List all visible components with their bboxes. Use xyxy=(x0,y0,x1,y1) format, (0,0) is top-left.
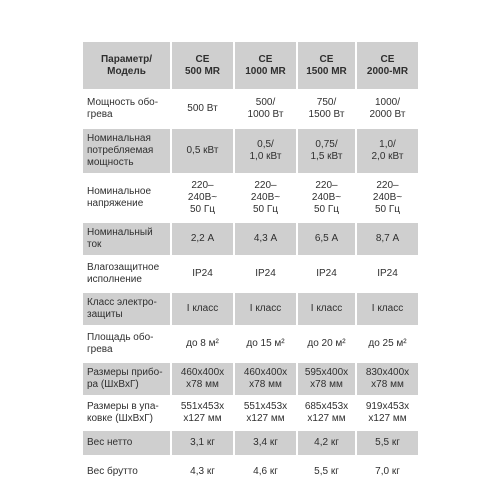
table-cell: I класс xyxy=(171,292,234,326)
table-cell: 3,1 кг xyxy=(171,430,234,456)
table-cell: 685х453х х127 мм xyxy=(297,396,356,430)
table-cell: 220– 240В~ 50 Гц xyxy=(356,174,418,222)
table-cell: до 15 м² xyxy=(234,326,297,362)
table-cell: 220– 240В~ 50 Гц xyxy=(297,174,356,222)
table-cell: 8,7 А xyxy=(356,222,418,256)
table-row xyxy=(83,396,418,430)
table-row xyxy=(83,456,418,488)
table-cell: 4,2 кг xyxy=(297,430,356,456)
table-cell: до 25 м² xyxy=(356,326,418,362)
row-label: Размеры в упа- ковке (ШхВхГ) xyxy=(83,396,171,430)
table-cell: 5,5 кг xyxy=(356,430,418,456)
table-cell: 4,6 кг xyxy=(234,456,297,488)
model-header: CE 1000 MR xyxy=(234,42,297,90)
table-cell: IP24 xyxy=(171,256,234,292)
table-cell: 750/ 1500 Вт xyxy=(297,90,356,128)
table-cell: IP24 xyxy=(356,256,418,292)
table-cell: 0,75/ 1,5 кВт xyxy=(297,128,356,174)
table-cell: I класс xyxy=(234,292,297,326)
row-label: Класс электро- защиты xyxy=(83,292,171,326)
table-cell: 500 Вт xyxy=(171,90,234,128)
table-cell: I класс xyxy=(297,292,356,326)
table-row xyxy=(83,362,418,396)
table-row xyxy=(83,430,418,456)
table-cell: 2,2 А xyxy=(171,222,234,256)
table-row xyxy=(83,326,418,362)
model-header: CE 1500 MR xyxy=(297,42,356,90)
table-cell: 0,5 кВт xyxy=(171,128,234,174)
table-cell: 919х453х х127 мм xyxy=(356,396,418,430)
table-cell: 220– 240В~ 50 Гц xyxy=(171,174,234,222)
table-row xyxy=(83,292,418,326)
table-cell: IP24 xyxy=(297,256,356,292)
table-cell: 0,5/ 1,0 кВт xyxy=(234,128,297,174)
table-row xyxy=(83,222,418,256)
table-cell: 3,4 кг xyxy=(234,430,297,456)
row-label: Мощность обо- грева xyxy=(83,90,171,128)
row-label: Влагозащитное исполнение xyxy=(83,256,171,292)
table-cell: 460х400х х78 мм xyxy=(234,362,297,396)
table-row xyxy=(83,256,418,292)
row-label: Площадь обо- грева xyxy=(83,326,171,362)
table-cell: 551х453х х127 мм xyxy=(171,396,234,430)
table-cell: 220– 240В~ 50 Гц xyxy=(234,174,297,222)
row-label: Вес брутто xyxy=(83,456,171,488)
table-cell: 460х400х х78 мм xyxy=(171,362,234,396)
row-label: Номинальный ток xyxy=(83,222,171,256)
model-header: CE 2000-MR xyxy=(356,42,418,90)
table-cell: 551х453х х127 мм xyxy=(234,396,297,430)
table-cell: 595х400х х78 мм xyxy=(297,362,356,396)
table-row xyxy=(83,174,418,222)
table-cell: 4,3 кг xyxy=(171,456,234,488)
table-cell: 5,5 кг xyxy=(297,456,356,488)
model-header: CE 500 MR xyxy=(171,42,234,90)
table-cell: IP24 xyxy=(234,256,297,292)
row-label: Вес нетто xyxy=(83,430,171,456)
table-cell: 500/ 1000 Вт xyxy=(234,90,297,128)
table-cell: 4,3 А xyxy=(234,222,297,256)
row-label: Номинальное напряжение xyxy=(83,174,171,222)
row-label: Размеры прибо- ра (ШхВхГ) xyxy=(83,362,171,396)
spec-table xyxy=(83,42,418,489)
table-cell: I класс xyxy=(356,292,418,326)
table-cell: 6,5 А xyxy=(297,222,356,256)
table-cell: 1000/ 2000 Вт xyxy=(356,90,418,128)
param-model-header: Параметр/ Модель xyxy=(83,42,171,90)
table-cell: 7,0 кг xyxy=(356,456,418,488)
table-cell: 1,0/ 2,0 кВт xyxy=(356,128,418,174)
table-cell: до 20 м² xyxy=(297,326,356,362)
table-row xyxy=(83,128,418,174)
row-label: Номинальная потребляемая мощность xyxy=(83,128,171,174)
table-cell: до 8 м² xyxy=(171,326,234,362)
table-cell: 830х400х х78 мм xyxy=(356,362,418,396)
table-row xyxy=(83,90,418,128)
header-row xyxy=(83,42,418,90)
